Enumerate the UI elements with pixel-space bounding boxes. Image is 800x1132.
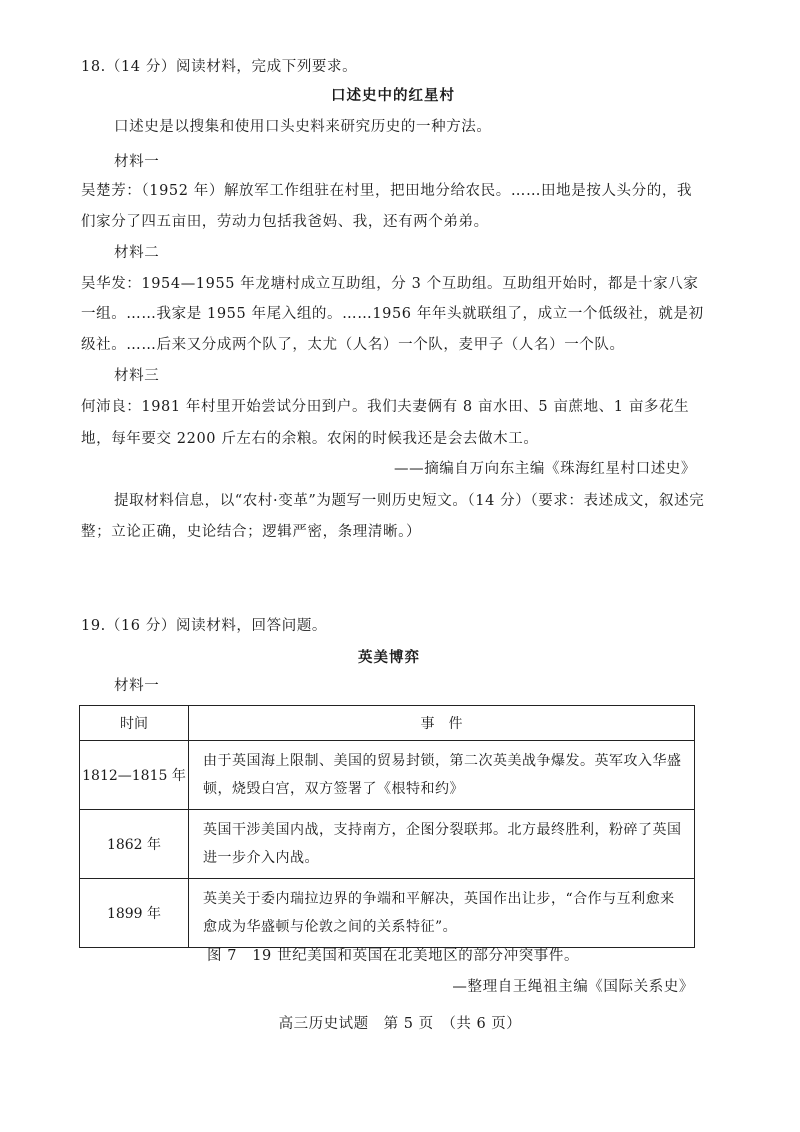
q18-task-line2: 整；立论正确，史论结合；逻辑严密，条理清晰。） xyxy=(81,524,422,540)
q19-title: 英美博弈 xyxy=(358,649,420,666)
q18-title: 口述史中的红星村 xyxy=(331,87,455,104)
q18-material1-label: 材料一 xyxy=(114,154,160,170)
q18-material1-line1: 吴楚芳：（1952 年）解放军工作组驻在村里，把田地分给农民。……田地是按人头分的，我 xyxy=(81,183,693,199)
table-cell-time: 1812—1815 年 xyxy=(80,741,189,810)
table-cell-event: 英国干涉美国内战，支持南方，企图分裂联邦。北方最终胜利，粉碎了英国进一步介入内战。 xyxy=(189,810,695,879)
table-header-event: 事 件 xyxy=(189,706,695,741)
q18-material2-line1: 吴华发：1954—1955 年龙塘村成立互助组，分 3 个互助组。互助组开始时，都是十家八家 xyxy=(81,276,699,292)
q18-material2-label: 材料二 xyxy=(114,245,160,261)
table-row xyxy=(80,810,695,879)
q18-material3-line2: 地，每年要交 2200 斤左右的余粮。农闲的时候我还是会去做木工。 xyxy=(81,431,539,447)
table-header-row xyxy=(80,706,695,741)
table-row xyxy=(80,879,695,948)
q19-figure-caption: 图 7 19 世纪美国和英国在北美地区的部分冲突事件。 xyxy=(207,948,580,964)
conflict-events-table xyxy=(79,705,695,948)
q18-heading: 18.（14 分）阅读材料，完成下列要求。 xyxy=(81,59,358,75)
page-footer: 高三历史试题 第 5 页 （共 6 页） xyxy=(278,1016,522,1032)
table-cell-event: 由于英国海上限制、美国的贸易封锁，第二次英美战争爆发。英军攻入华盛顿，烧毁白宫，双方签署了《根特和约》 xyxy=(189,741,695,810)
q18-source: ——摘编自万向东主编《珠海红星村口述史》 xyxy=(394,461,696,477)
table-cell-time: 1862 年 xyxy=(80,810,189,879)
q18-material1-line2: 们家分了四五亩田，劳动力包括我爸妈、我，还有两个弟弟。 xyxy=(81,214,489,230)
table-row xyxy=(80,741,695,810)
q18-material3-line1: 何沛良：1981 年村里开始尝试分田到户。我们夫妻俩有 8 亩水田、5 亩蔗地、1 亩多花生 xyxy=(81,399,690,415)
q19-heading: 19.（16 分）阅读材料，回答问题。 xyxy=(81,618,328,634)
q18-material2-line3: 级社。……后来又分成两个队了，太尤（人名）一个队，麦甲子（人名）一个队。 xyxy=(81,337,625,353)
q18-intro: 口述史是以搜集和使用口头史料来研究历史的一种方法。 xyxy=(114,119,492,135)
q18-task-line1: 提取材料信息，以“农村·变革”为题写一则历史短文。（14 分）（要求：表述成文，叙述完 xyxy=(114,493,705,509)
q19-source: —整理自王绳祖主编《国际关系史》 xyxy=(452,979,694,995)
q18-material2-line2: 一组。……我家是 1955 年尾入组的。……1956 年年头就联组了，成立一个低级社，就是初 xyxy=(81,306,704,322)
table-header-time: 时间 xyxy=(80,706,189,741)
table-cell-event: 英美关于委内瑞拉边界的争端和平解决，英国作出让步，“合作与互利愈来愈成为华盛顿与伦敦之间的关系特征”。 xyxy=(189,879,695,948)
q19-material1-label: 材料一 xyxy=(114,678,160,694)
q18-material3-label: 材料三 xyxy=(114,368,160,384)
table-cell-time: 1899 年 xyxy=(80,879,189,948)
